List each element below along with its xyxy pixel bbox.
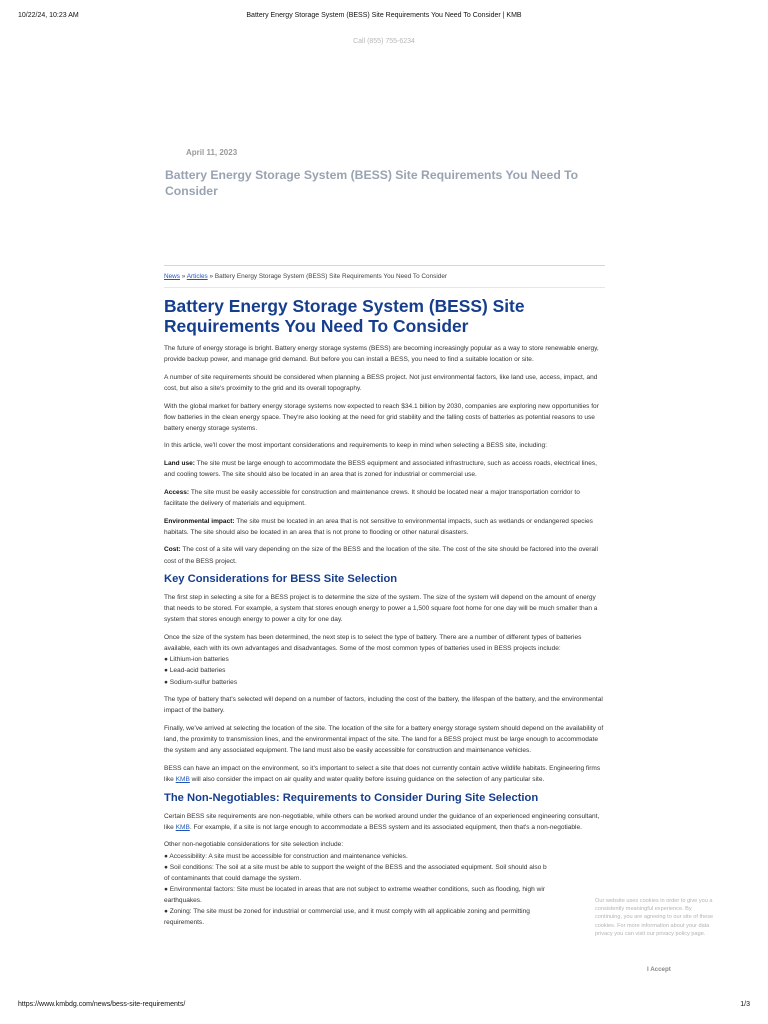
paragraph-text: Certain BESS site requirements are non-negotiable, while others can be worked around under the guidance of an experienced engineering consultant, like <box>164 812 600 831</box>
list-item: ● Accessibility: A site must be accessible for construction and maintenance vehicles. <box>164 852 408 860</box>
list-item: ● Zoning: The site must be zoned for industrial or commercial use, and it must comply with all applicable zoning and permitting <box>164 907 530 915</box>
non-negotiables-list <box>164 839 605 928</box>
list-item: ● Lithium-ion batteries <box>164 656 229 664</box>
requirement-label: Access: <box>164 488 190 496</box>
article-paragraph: The first step in selecting a site for a BESS project is to determine the size of the system. The size of the system will depend on the amount of energy that needs to be stored. For example, a system that stores enough energy to power a 1,500 square foot home for one day will be much smaller than a system that stores enough energy to power a city for one day. <box>164 594 598 624</box>
article-paragraph: Finally, we've arrived at selecting the location of the site. The location of the site for a battery energy storage system should depend on the availability of land, the proximity to transmission lines, and the environmental impact of the site. The land for a BESS project must be large enough to accommodate the system and any associated equipment. The land must also be easily accessible for construction and maintenance vehicles. <box>164 724 604 755</box>
kmb-link[interactable]: KMB <box>175 775 190 783</box>
article-paragraph: With the global market for battery energy storage systems now expected to reach $34.1 billion by 2030, companies are exploring new opportunities for flow batteries in the clean energy space. They're also looking at the need for grid stability and the falling costs of batteries as potential reasons to use battery energy storage systems. <box>164 402 599 432</box>
hero-date: April 11, 2023 <box>186 148 238 157</box>
article-paragraph <box>164 811 605 833</box>
breadcrumb-articles-link[interactable]: Articles <box>186 273 208 280</box>
print-footer <box>18 1001 750 1013</box>
kmb-link[interactable]: KMB <box>175 823 190 831</box>
paragraph-text: . For example, if a site is not large enough to accommodate a BESS system and its associated equipment, then that's a non-negotiable. <box>189 823 582 831</box>
list-item: earthquakes. <box>164 896 202 904</box>
requirement-text: The site must be large enough to accommodate the BESS equipment and associated infrastructure, such as access roads, electrical lines, and cooling towers. The site should also be located in an area that is zoned for industrial or commercial use. <box>164 460 597 479</box>
requirement-text: The site must be located in an area that is not sensitive to environmental impacts, such as wetlands or endangered species habitats. The site should also be located in an area that is not prone to flooding or other natural disasters. <box>164 517 593 536</box>
requirement-text: The cost of a site will vary depending on the size of the BESS and the location of the site. The cost of the site should be factored into the overall cost of the BESS project. <box>164 546 598 565</box>
section-heading: Key Considerations for BESS Site Selection <box>164 573 398 586</box>
breadcrumb <box>164 273 447 280</box>
paragraph-text: will also consider the impact on air quality and water quality before issuing guidance on the selection of any particular site. <box>189 775 545 783</box>
list-item: ● Soil conditions: The soil at a site must be able to support the weight of the BESS and the associated equipment. Soil should also b <box>164 863 547 871</box>
breadcrumb-separator: » <box>207 273 215 280</box>
cookie-accept-button[interactable]: I Accept <box>647 966 671 973</box>
breadcrumb-separator: » <box>179 273 187 280</box>
print-page-number: 1/3 <box>740 1001 750 1008</box>
divider <box>164 287 605 288</box>
requirement-label: Environmental impact: <box>164 517 235 525</box>
print-timestamp: 10/22/24, 10:23 AM <box>18 12 79 19</box>
article-paragraph: Once the size of the system has been determined, the next step is to select the type of battery. There are a number of different types of batteries available, each with its own advantages and disadvantages. Some of the most common types of batteries used in BESS projects include: <box>164 634 582 653</box>
article-paragraph: In this article, we'll cover the most important considerations and requirements to keep in mind when selecting a BESS site, including: <box>164 442 547 450</box>
article-paragraph <box>164 763 605 785</box>
paragraph-text: BESS can have an impact on the environment, so it's important to select a site that does not currently contain active wildlife habitats. Engineering firms like <box>164 764 601 783</box>
article-paragraph: The future of energy storage is bright. Battery energy storage systems (BESS) are becoming increasingly popular as a way to store renewable energy, provide backup power, and manage grid demand. But before you can install a BESS, you need to find a suitable location or site. <box>164 345 599 364</box>
print-url: https://www.kmbdg.com/news/bess-site-requirements/ <box>18 1001 186 1008</box>
list-item: requirements. <box>164 919 205 927</box>
battery-types-paragraph <box>164 632 605 687</box>
requirement-label: Land use: <box>164 460 195 468</box>
cookie-notice: Our website uses cookies in order to give you a consistently meaningful experience. By continuing, you are agreeing to our site of these cookies. For more information about your data privacy you can visit our privacy policy page. <box>595 898 714 937</box>
list-item: ● Environmental factors: Site must be located in areas that are not subject to extreme weather conditions, such as flooding, high wir <box>164 885 545 893</box>
requirement-land-use <box>164 458 605 480</box>
requirement-label: Cost: <box>164 546 181 554</box>
list-item: of contaminants that could damage the system. <box>164 874 302 882</box>
requirement-access <box>164 487 605 509</box>
article-paragraph: The type of battery that's selected will depend on a number of factors, including the cost of the battery, the lifespan of the battery, and the environmental impact of the battery. <box>164 696 603 715</box>
divider <box>164 265 605 266</box>
print-header <box>18 12 750 24</box>
requirement-cost <box>164 544 605 566</box>
call-phone-link[interactable]: Call (855) 755-6234 <box>353 38 415 45</box>
requirement-environmental <box>164 516 605 538</box>
article-paragraph: A number of site requirements should be considered when planning a BESS project. Not just environmental factors, like land use, access, impact, and cost, but also a site's proximity to the grid and its overall topography. <box>164 373 598 392</box>
list-intro: Other non-negotiable considerations for site selection include: <box>164 841 344 849</box>
print-doc-title: Battery Energy Storage System (BESS) Site Requirements You Need To Consider | KMB <box>246 12 522 19</box>
requirement-text: The site must be easily accessible for construction and maintenance crews. It should be located near a major transportation corridor to facilitate the delivery of materials and equipment. <box>164 488 580 507</box>
article-title: Battery Energy Storage System (BESS) Site Requirements You Need To Consider <box>164 296 525 336</box>
breadcrumb-current: Battery Energy Storage System (BESS) Site Requirements You Need To Consider <box>214 273 448 280</box>
list-item: ● Sodium-sulfur batteries <box>164 678 238 686</box>
list-item: ● Lead-acid batteries <box>164 667 226 675</box>
section-heading: The Non-Negotiables: Requirements to Consider During Site Selection <box>164 791 539 804</box>
article-body <box>164 297 605 935</box>
hero-title: Battery Energy Storage System (BESS) Site Requirements You Need To Consider <box>165 168 579 198</box>
breadcrumb-news-link[interactable]: News <box>164 273 180 280</box>
